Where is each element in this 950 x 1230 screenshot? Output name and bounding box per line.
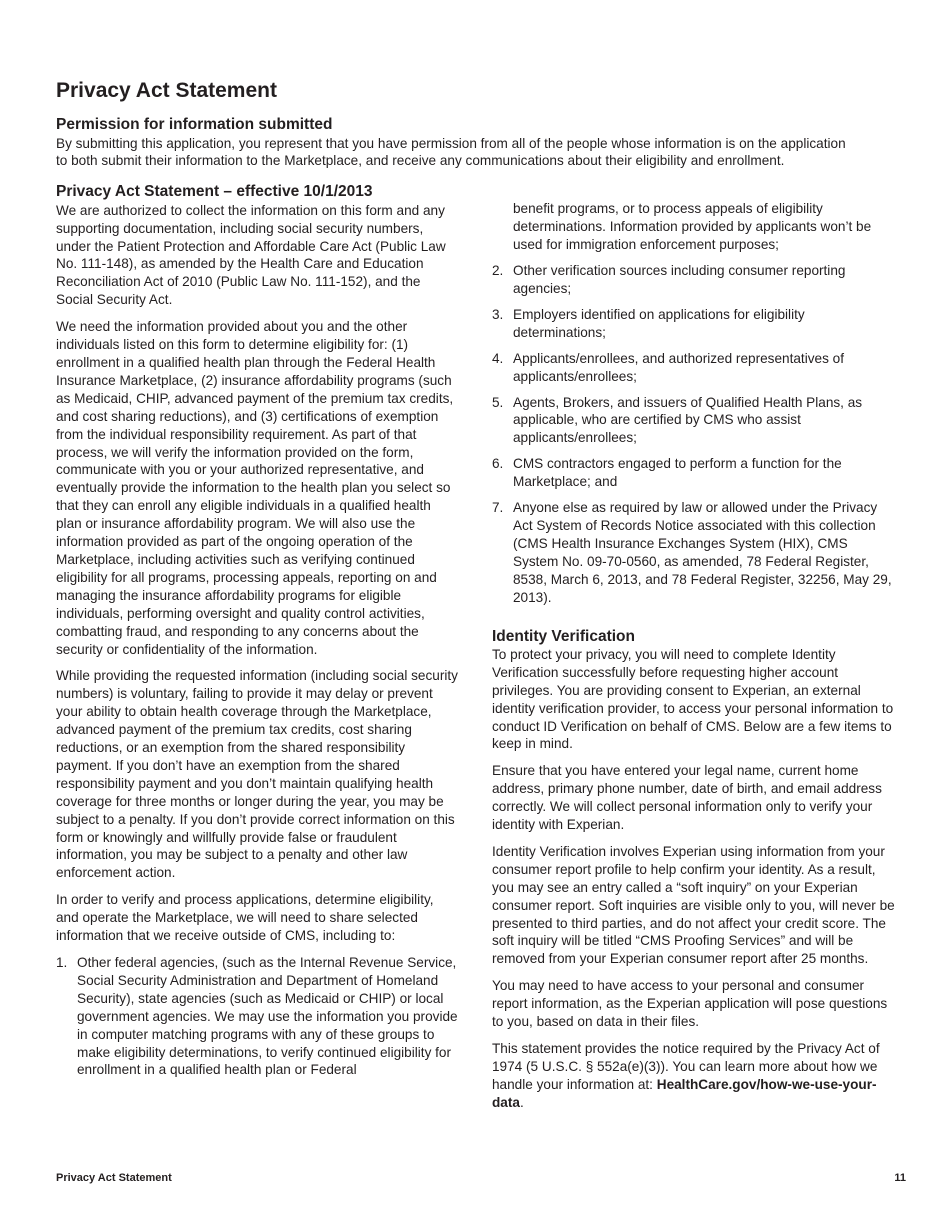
document-page <box>56 78 896 1121</box>
list-item <box>492 262 896 298</box>
permission-text: By submitting this application, you represent that you have permission from all of the people whose information is on the application to both submit their information to the Marketplace, and receive any communications about their eligibility and enrollment. <box>56 135 846 169</box>
list-text: Other verification sources including consumer reporting agencies; <box>513 263 846 296</box>
list-number: 3. <box>492 306 504 322</box>
list-text: CMS contractors engaged to perform a function for the Marketplace; and <box>513 456 842 490</box>
list-item <box>492 394 896 448</box>
list-item-continuation: benefit programs, or to process appeals of eligibility determinations. Information provided by applicants won’t be used for immigration enforcement purposes; <box>513 201 872 253</box>
list-text: Other federal agencies, (such as the Internal Revenue Service, Social Security Administration and Department of Homeland Security), state agencies (such as Medicaid or CHIP) or local government agencies. We may use the information you provide in computer matching programs with any of these groups to make eligibility determinations, to verify continued eligibility for enrollment in a qualified health plan or Federal <box>77 955 458 1078</box>
statement-paragraph: In order to verify and process applications, determine eligibility, and operate the Marketplace, we will need to share selected information that we receive outside of CMS, including to: <box>56 892 434 944</box>
sharing-list <box>56 954 458 1079</box>
statement-paragraph: We need the information provided about you and the other individuals listed on this form to determine eligibility for: (1) enrollment in a qualified health plan through the Federal Health Insurance Marketplace, (2) insurance affordability programs (such as Medicaid, CHIP, advanced payment of the premium tax credits, and cost sharing reductions), and (3) certifications of exemption from the individual responsibility requirement. As part of that process, we will verify the information provided on the form, communicate with you or your authorized representative, and eventually provide the information to the health plan you select so that they can enroll any eligible individuals in a qualified health plan or insurance affordability program. We will also use the information provided as part of the ongoing operation of the Marketplace, including activities such as verifying continued eligibility for all programs, processing appeals, reporting on and managing the insurance affordability programs for eligible individuals, performing oversight and quality control activities, combatting fraud, and responding to any concerns about the security or confidentiality of the information. <box>56 319 454 657</box>
closing-text: This statement provides the notice required by the Privacy Act of 1974 (5 U.S.C. § 552a(e)(3)). You can learn more about how we handle your information at: <box>492 1041 880 1092</box>
permission-section <box>56 115 896 170</box>
list-item <box>492 350 896 386</box>
identity-verification-heading: Identity Verification <box>492 627 635 645</box>
two-column-body <box>56 182 896 1120</box>
list-number: 7. <box>492 500 504 516</box>
identity-paragraph: Ensure that you have entered your legal name, current home address, primary phone number, date of birth, and email address correctly. We will collect personal information only to verify your identity with Experian. <box>492 763 882 833</box>
list-number: 6. <box>492 456 504 472</box>
list-number: 1. <box>56 955 68 970</box>
right-column <box>492 182 896 1120</box>
list-number: 5. <box>492 394 504 410</box>
list-number: 2. <box>492 263 504 279</box>
list-item <box>492 455 896 491</box>
identity-paragraph: Identity Verification involves Experian using information from your consumer report profile to help confirm your identity. As a result, you may see an entry called a “soft inquiry” on your Experian consumer report. Soft inquiries are visible only to you, will never be presented to third parties, and do not affect your credit score. The soft inquiry will be titled “CMS Proofing Services” and will be removed from your Experian consumer report after 25 months. <box>492 843 895 967</box>
page-title: Privacy Act Statement <box>56 79 277 102</box>
link-suffix: . <box>519 1094 524 1110</box>
statement-paragraph: We are authorized to collect the information on this form and any supporting documentation, including social security numbers, under the Patient Protection and Affordable Care Act (Public Law No. 111-148), as amended by the Health Care and Education Reconciliation Act of 2010 (Public Law No. 111-152), and the Social Security Act. <box>56 202 446 308</box>
closing-paragraph <box>492 1040 896 1112</box>
sharing-list-continued <box>492 262 896 606</box>
list-text: Employers identified on applications for eligibility determinations; <box>513 306 805 340</box>
identity-paragraph: To protect your privacy, you will need to complete Identity Verification successfully before requesting higher account privileges. You are providing consent to Experian, an external identity verification provider, to access your personal information to conduct ID Verification on behalf of CMS. Below are a few items to keep in mind. <box>492 646 894 752</box>
identity-paragraph: You may need to have access to your personal and consumer report information, as the Experian application will pose questions to you, based on data in their files. <box>492 978 888 1030</box>
list-text: Anyone else as required by law or allowed under the Privacy Act System of Records Notice associated with this collection (CMS Health Insurance Exchanges System (HIX), CMS System No. 09-70-0560, as amended, 78 Federal Register, 8538, March 6, 2013, and 78 Federal Register, 32256, May 29, 2013). <box>513 500 892 605</box>
footer-label: Privacy Act Statement <box>56 1172 172 1184</box>
page-number: 11 <box>894 1172 906 1184</box>
list-item <box>56 954 458 1079</box>
list-text: Applicants/enrollees, and authorized representatives of applicants/enrollees; <box>513 350 844 384</box>
statement-paragraph: While providing the requested information (including social security numbers) is voluntary, failing to provide it may delay or prevent your ability to obtain health coverage through the Marketplace, advanced payment of the premium tax credits, cost sharing reductions, or an exemption from the shared responsibility payment. If you don’t have an exemption from the shared responsibility payment and you don’t maintain qualifying health coverage for three months or longer during the year, you may be subject to a penalty. If you don’t provide correct information on this form or knowingly and willfully provide false or fraudulent information, you may be subject to a penalty and other law enforcement action. <box>56 668 458 881</box>
statement-heading: Privacy Act Statement – effective 10/1/2013 <box>56 183 373 201</box>
left-column <box>56 182 458 1120</box>
list-number: 4. <box>492 350 504 366</box>
privacy-link[interactable]: HealthCare.gov/how-we-use-your-data <box>492 1076 877 1110</box>
list-text: Agents, Brokers, and issuers of Qualified Health Plans, as applicable, who are certified by CMS who assist applicants/enrollees; <box>513 394 863 446</box>
permission-heading: Permission for information submitted <box>56 116 333 134</box>
list-item <box>492 306 896 342</box>
list-item <box>492 499 896 606</box>
